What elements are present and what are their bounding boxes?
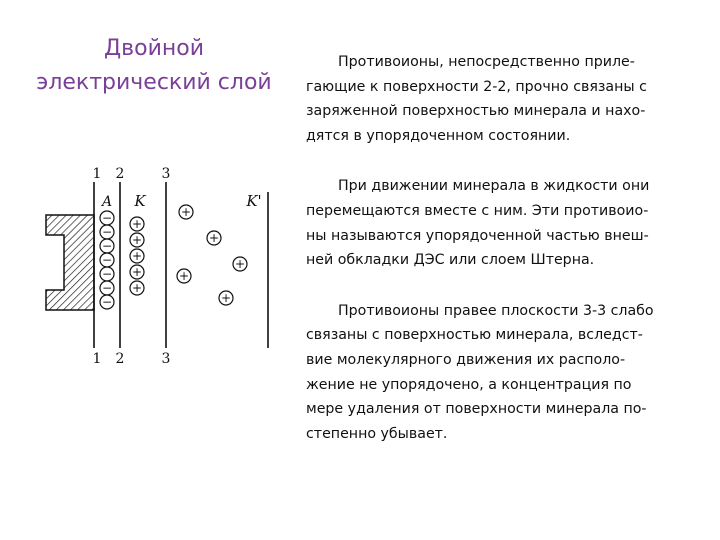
- body-text: [306, 50, 706, 472]
- paragraph-3-line-4: жение не упорядочено, а концентрация по: [306, 376, 632, 393]
- plane-3-label-bottom: 3: [161, 351, 171, 367]
- stern-counter-ion: [130, 249, 144, 263]
- svg-text:−: −: [101, 267, 113, 281]
- svg-text:−: −: [101, 211, 113, 225]
- title-line-2: электрический слой: [36, 70, 272, 95]
- slide-title: [18, 32, 290, 100]
- paragraph-3-line-1: Противоионы правее плоскости 3-3 слабо: [338, 302, 654, 319]
- mineral-surface: [46, 215, 94, 310]
- surface-charge-ion: [100, 239, 114, 253]
- svg-text:+: +: [178, 269, 190, 283]
- diffuse-counter-ion: [233, 257, 247, 271]
- svg-text:−: −: [101, 225, 113, 239]
- plane-1-label-top: 1: [92, 166, 102, 182]
- svg-text:+: +: [234, 257, 246, 271]
- surface-charge-ion: [100, 281, 114, 295]
- paragraph-2-line-1: При движении минерала в жидкости они: [338, 178, 650, 195]
- double-layer-diagram: [36, 160, 286, 375]
- diffuse-counter-ion: [207, 231, 221, 245]
- paragraph-1-line-2: гающие к поверхности 2-2, прочно связаны с: [306, 78, 647, 95]
- svg-text:+: +: [131, 265, 143, 279]
- diffuse-counter-ion: [219, 291, 233, 305]
- stern-counter-ion: [130, 217, 144, 231]
- stern-layer-ions: [130, 217, 144, 295]
- svg-text:+: +: [220, 291, 232, 305]
- svg-text:+: +: [131, 217, 143, 231]
- surface-charge-ion: [100, 253, 114, 267]
- stern-counter-ion: [130, 233, 144, 247]
- plane-2-label-bottom: 2: [115, 351, 125, 367]
- paragraph-3-line-5: мере удаления от поверхности минерала по-: [306, 401, 647, 418]
- paragraph-2-line-3: ны называются упорядоченной частью внеш-: [306, 227, 649, 244]
- diffuse-counter-ion: [179, 205, 193, 219]
- plane-2-label-top: 2: [115, 166, 125, 182]
- paragraph-3-line-6: степенно убывает.: [306, 425, 448, 442]
- svg-text:+: +: [180, 205, 192, 219]
- plane-3-label-top: 3: [161, 166, 171, 182]
- paragraph-1-line-4: дятся в упорядоченном состоянии.: [306, 127, 571, 144]
- svg-text:+: +: [208, 231, 220, 245]
- paragraph-2-line-2: перемещаются вместе с ним. Эти противоио-: [306, 202, 649, 219]
- surface-charge-ion: [100, 295, 114, 309]
- svg-text:+: +: [131, 233, 143, 247]
- region-label-k-prime: K': [246, 192, 262, 210]
- svg-text:−: −: [101, 295, 113, 309]
- region-label-a: A: [101, 194, 113, 210]
- paragraph-1-line-1: Противоионы, непосредственно приле-: [338, 54, 635, 70]
- svg-text:−: −: [101, 253, 113, 267]
- svg-text:−: −: [101, 239, 113, 253]
- stern-counter-ion: [130, 265, 144, 279]
- surface-charge-ion: [100, 267, 114, 281]
- diffuse-layer-ions: [177, 205, 247, 305]
- svg-text:+: +: [131, 249, 143, 263]
- paragraph-1-line-3: заряженной поверхностью минерала и нахо-: [306, 103, 646, 120]
- diffuse-counter-ion: [177, 269, 191, 283]
- surface-charge-ion: [100, 225, 114, 239]
- paragraph-2: [306, 174, 706, 272]
- svg-text:+: +: [131, 281, 143, 295]
- surface-charge-ion: [100, 211, 114, 225]
- stern-counter-ion: [130, 281, 144, 295]
- paragraph-3: [306, 299, 706, 447]
- svg-text:−: −: [101, 281, 113, 295]
- paragraph-2-line-4: ней обкладки ДЭС или слоем Штерна.: [306, 252, 595, 269]
- paragraph-3-line-3: вие молекулярного движения их располо-: [306, 351, 626, 368]
- paragraph-1: [306, 50, 706, 148]
- region-label-k: K: [134, 192, 146, 210]
- surface-charges: [100, 211, 114, 309]
- title-line-1: Двойной: [103, 36, 205, 61]
- plane-1-label-bottom: 1: [92, 351, 102, 367]
- paragraph-3-line-2: связаны с поверхностью минерала, вследст-: [306, 327, 643, 344]
